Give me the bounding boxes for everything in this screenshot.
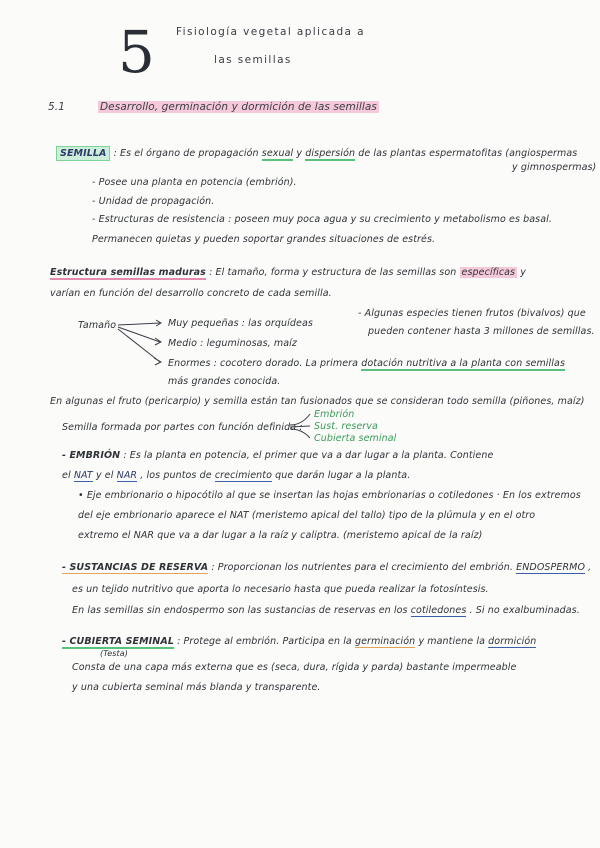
section-title-text: Desarrollo, germinación y dormición de las semillas xyxy=(100,101,377,113)
sustancias-term: - SUSTANCIAS DE RESERVA xyxy=(62,562,209,573)
part-reserva: Sust. reserva xyxy=(314,421,378,432)
cubierta-line-1 xyxy=(62,636,536,647)
embrion-line2c: , los puntos de xyxy=(140,470,212,481)
sustancias-line-3 xyxy=(72,605,580,616)
semilla-term: SEMILLA xyxy=(56,146,110,161)
chapter-title-line1: Fisiología vegetal aplicada a xyxy=(176,26,365,38)
embrion-line-2 xyxy=(62,470,410,481)
embrion-line2a: el xyxy=(62,470,71,481)
size-medium: Medio : leguminosas, maíz xyxy=(168,338,297,349)
estructura-text2: varían en función del desarrollo concreto de cada semilla. xyxy=(50,288,332,299)
sustancias-line1: : Proporcionan los nutrientes para el crecimiento del embrión. xyxy=(211,562,513,573)
sustancias-endosperm: ENDOSPERMO xyxy=(516,562,586,573)
embrion-line2b: y el xyxy=(95,470,114,481)
embrion-line2d: que darán lugar a la planta. xyxy=(275,470,411,481)
estructura-text1b: y xyxy=(520,267,526,278)
cubierta-dormicion: dormición xyxy=(488,636,537,647)
semilla-bullet-3: - Estructuras de resistencia : poseen muy poca agua y su crecimiento y metabolismo es basal. xyxy=(92,214,552,225)
semilla-bullet-2: - Unidad de propagación. xyxy=(92,196,215,207)
semilla-def-suffix2: y gimnospermas) xyxy=(512,162,597,173)
sustancias-line3b: . Si no exalbuminadas. xyxy=(469,605,580,616)
semilla-y: y xyxy=(296,148,303,159)
embrion-line3: • Eje embrionario o hipocótilo al que se insertan las hojas embrionarias o cotiledones · En los extremos xyxy=(78,490,581,501)
chapter-number: 5 xyxy=(118,18,155,86)
estructura-text1: : El tamaño, forma y estructura de las semillas son xyxy=(209,267,457,278)
embrion-line-1 xyxy=(62,450,493,461)
sustancias-line-1 xyxy=(62,562,591,573)
cubierta-term: - CUBIERTA SEMINAL xyxy=(62,636,174,647)
estructura-heading: Estructura semillas maduras xyxy=(50,267,206,278)
cubierta-germinacion: germinación xyxy=(354,636,416,647)
embrion-line5: extremo el NAR que va a dar lugar a la raíz y caliptra. (meristemo apical de la raíz) xyxy=(78,530,483,541)
fruit-line: En algunas el fruto (pericarpio) y semilla están tan fusionados que se consideran todo semilla (piñones, maíz) xyxy=(50,396,585,407)
sustancias-line2: es un tejido nutritivo que aporta lo necesario hasta que pueda realizar la fotosíntesis. xyxy=(72,584,489,595)
cubierta-line1b: y mantiene la xyxy=(418,636,486,647)
semilla-bullet-1: - Posee una planta en potencia (embrión). xyxy=(92,177,297,188)
semilla-def-prefix: : Es el órgano de propagación xyxy=(113,148,259,159)
cubierta-line3: y una cubierta seminal más blanda y transparente. xyxy=(72,682,321,693)
sustancias-cotiledones: cotiledones xyxy=(410,605,467,616)
semilla-def-suffix: de las plantas espermatofitas (angiospermas xyxy=(358,148,578,159)
embrion-term: - EMBRIÓN xyxy=(62,450,121,461)
estructura-highlight: específicas xyxy=(461,267,516,278)
part-embrion: Embrión xyxy=(314,409,355,420)
embrion-crecimiento: crecimiento xyxy=(214,470,273,481)
cubierta-line1a: : Protege al embrión. Participa en la xyxy=(177,636,352,647)
side-note-2: pueden contener hasta 3 millones de semillas. xyxy=(368,326,595,337)
formada-line: Semilla formada por partes con función definida : xyxy=(62,422,303,433)
cubierta-line2: Consta de una capa más externa que es (seca, dura, rígida y parda) bastante impermeable xyxy=(72,662,517,673)
semilla-dispersion: dispersión xyxy=(305,148,356,159)
size-small: Muy pequeñas : las orquídeas xyxy=(168,318,313,329)
sustancias-line1b: , xyxy=(588,562,592,573)
sustancias-line3a: En las semillas sin endospermo son las sustancias de reservas en los xyxy=(72,605,408,616)
embrion-nar: NAR xyxy=(116,470,138,481)
size-large-cont: más grandes conocida. xyxy=(168,376,281,387)
side-note-1: - Algunas especies tienen frutos (bivalvos) que xyxy=(358,308,586,319)
semilla-sexual: sexual xyxy=(261,148,294,159)
section-number: 5.1 xyxy=(48,101,65,113)
embrion-nat: NAT xyxy=(73,470,93,481)
embrion-line4: del eje embrionario aparece el NAT (meristemo apical del tallo) tipo de la plúmula y en el otro xyxy=(78,510,536,521)
embrion-line1: : Es la planta en potencia, el primer que va a dar lugar a la planta. Contiene xyxy=(123,450,494,461)
tamano-label: Tamaño xyxy=(78,320,117,331)
cubierta-testa: (Testa) xyxy=(100,649,128,658)
chapter-title-line2: las semillas xyxy=(214,54,292,66)
semilla-note: Permanecen quietas y pueden soportar grandes situaciones de estrés. xyxy=(92,234,436,245)
size-large-text: Enormes : cocotero dorado. La primera xyxy=(168,358,359,369)
part-cubierta: Cubierta seminal xyxy=(314,433,397,444)
size-extra: dotación nutritiva a la planta con semillas xyxy=(361,358,565,369)
